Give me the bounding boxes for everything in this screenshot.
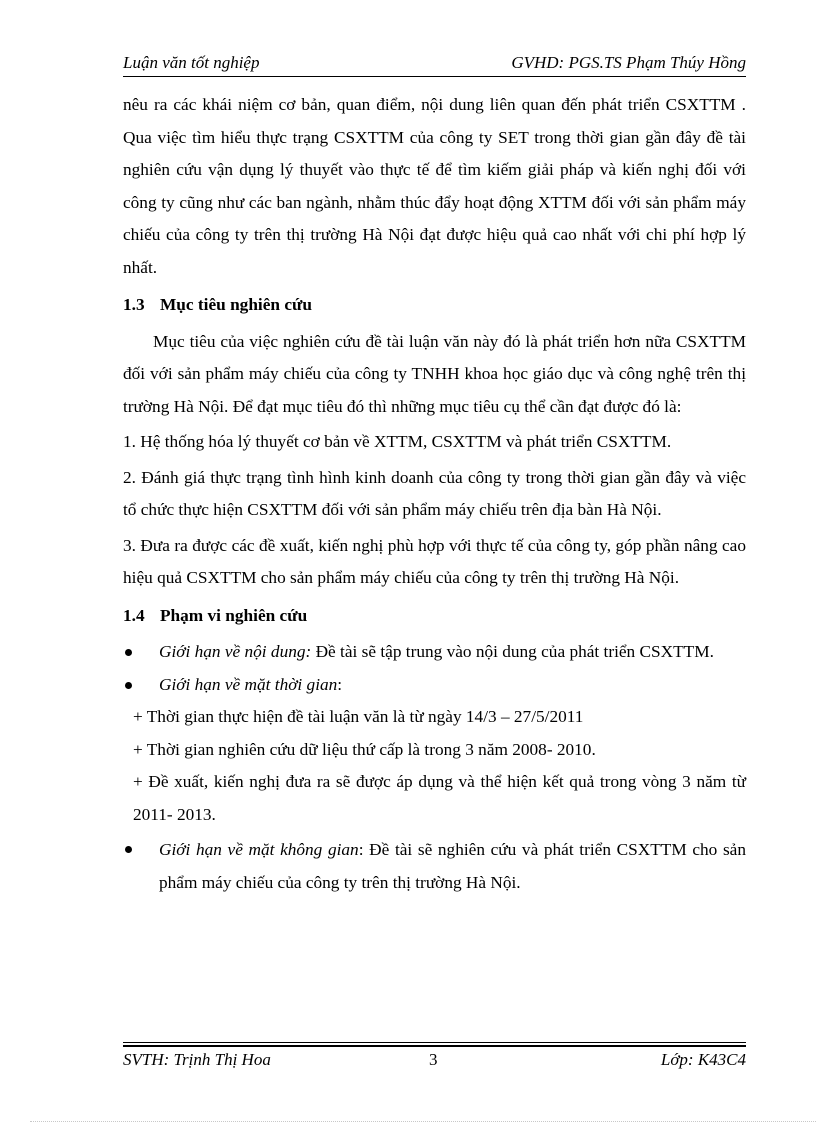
- section-number: 1.4: [123, 605, 145, 625]
- bullet-label: Giới hạn về nội dung:: [159, 642, 312, 661]
- objective-item-3: 3. Đưa ra được các đề xuất, kiến nghị phù hợp với thực tế của công ty, góp phần nâng cao hiệu quả CSXTTM cho sản phẩm máy chiếu của công ty trên thị trường Hà Nội.: [123, 535, 746, 587]
- footer-rule-bottom: [123, 1045, 746, 1047]
- footer-class: Lớp: K43C4: [660, 1050, 746, 1069]
- page-body: [123, 89, 746, 899]
- intro-paragraph: nêu ra các khái niệm cơ bản, quan điểm, nội dung liên quan đến phát triển CSXTTM . Qua việc tìm hiểu thực trạng CSXTTM của công ty SET trong thời gian gần đây đề tài nghiên cứu vận dụng lý thuyết vào thực tế để tìm kiếm giải pháp và kiến nghị đối với công ty cũng như các ban ngành, nhằm thúc đẩy hoạt động XTTM đối với sản phẩm máy chiếu của công ty trên thị trường Hà Nội đạt được hiệu quả cao nhất với chi phí hợp lý nhất.: [123, 95, 746, 277]
- section-heading-1-4: [123, 600, 746, 633]
- time-item-1: + Thời gian thực hiện đề tài luận văn là từ ngày 14/3 – 27/5/2011: [133, 707, 584, 726]
- bullet-text: :: [337, 674, 343, 694]
- bullet-text: : Đề tài sẽ nghiên cứu và phát triển CSXTTM cho sản phẩm máy chiếu của công ty trên thị trường Hà Nội.: [159, 840, 746, 892]
- objective-paragraph: Mục tiêu của việc nghiên cứu đề tài luận văn này đó là phát triển hơn nữa CSXTTM đối với sản phẩm máy chiếu của công ty TNHH khoa học giáo dục và công nghệ trên thị trường Hà Nội. Để đạt mục tiêu đó thì những mục tiêu cụ thể cần đạt được đó là:: [123, 331, 746, 416]
- bullet-icon: [125, 649, 132, 656]
- objective-item-1: 1. Hệ thống hóa lý thuyết cơ bản về XTTM, CSXTTM và phát triển CSXTTM.: [123, 432, 672, 451]
- bullet-icon: [125, 846, 132, 853]
- section-number: 1.3: [123, 295, 145, 314]
- section-title: Mục tiêu nghiên cứu: [160, 295, 312, 314]
- header-rule: [123, 76, 746, 77]
- scope-space-bullet: [123, 834, 746, 899]
- section-title: Phạm vi nghiên cứu: [160, 605, 308, 625]
- bullet-text: Đề tài sẽ tập trung vào nội dung của phát triển CSXTTM.: [311, 642, 714, 661]
- page-number: 3: [429, 1050, 438, 1069]
- scope-content-bullet: [123, 636, 746, 669]
- objective-item-2: 2. Đánh giá thực trạng tình hình kinh doanh của công ty trong thời gian gần đây và việc tổ chức thực hiện CSXTTM đối với sản phẩm máy chiếu trên địa bàn Hà Nội.: [123, 467, 746, 519]
- bullet-label: Giới hạn về mặt thời gian: [159, 674, 338, 694]
- header-advisor: GVHD: PGS.TS Phạm Thúy Hồng: [511, 53, 746, 72]
- footer-student: SVTH: Trịnh Thị Hoa: [123, 1050, 271, 1069]
- bullet-label: Giới hạn về mặt không gian: [159, 840, 359, 859]
- section-heading-1-3: [123, 289, 746, 322]
- page-edge-divider: [30, 1121, 816, 1122]
- header-thesis-label: Luận văn tốt nghiệp: [123, 53, 260, 72]
- footer-rule-top: [123, 1042, 746, 1043]
- bullet-icon: [125, 682, 132, 689]
- scope-time-bullet: [123, 669, 746, 702]
- time-item-3: + Đề xuất, kiến nghị đưa ra sẽ được áp dụng và thể hiện kết quả trong vòng 3 năm từ 2011- 2013.: [133, 772, 746, 824]
- time-item-2: + Thời gian nghiên cứu dữ liệu thứ cấp là trong 3 năm 2008- 2010.: [133, 739, 596, 759]
